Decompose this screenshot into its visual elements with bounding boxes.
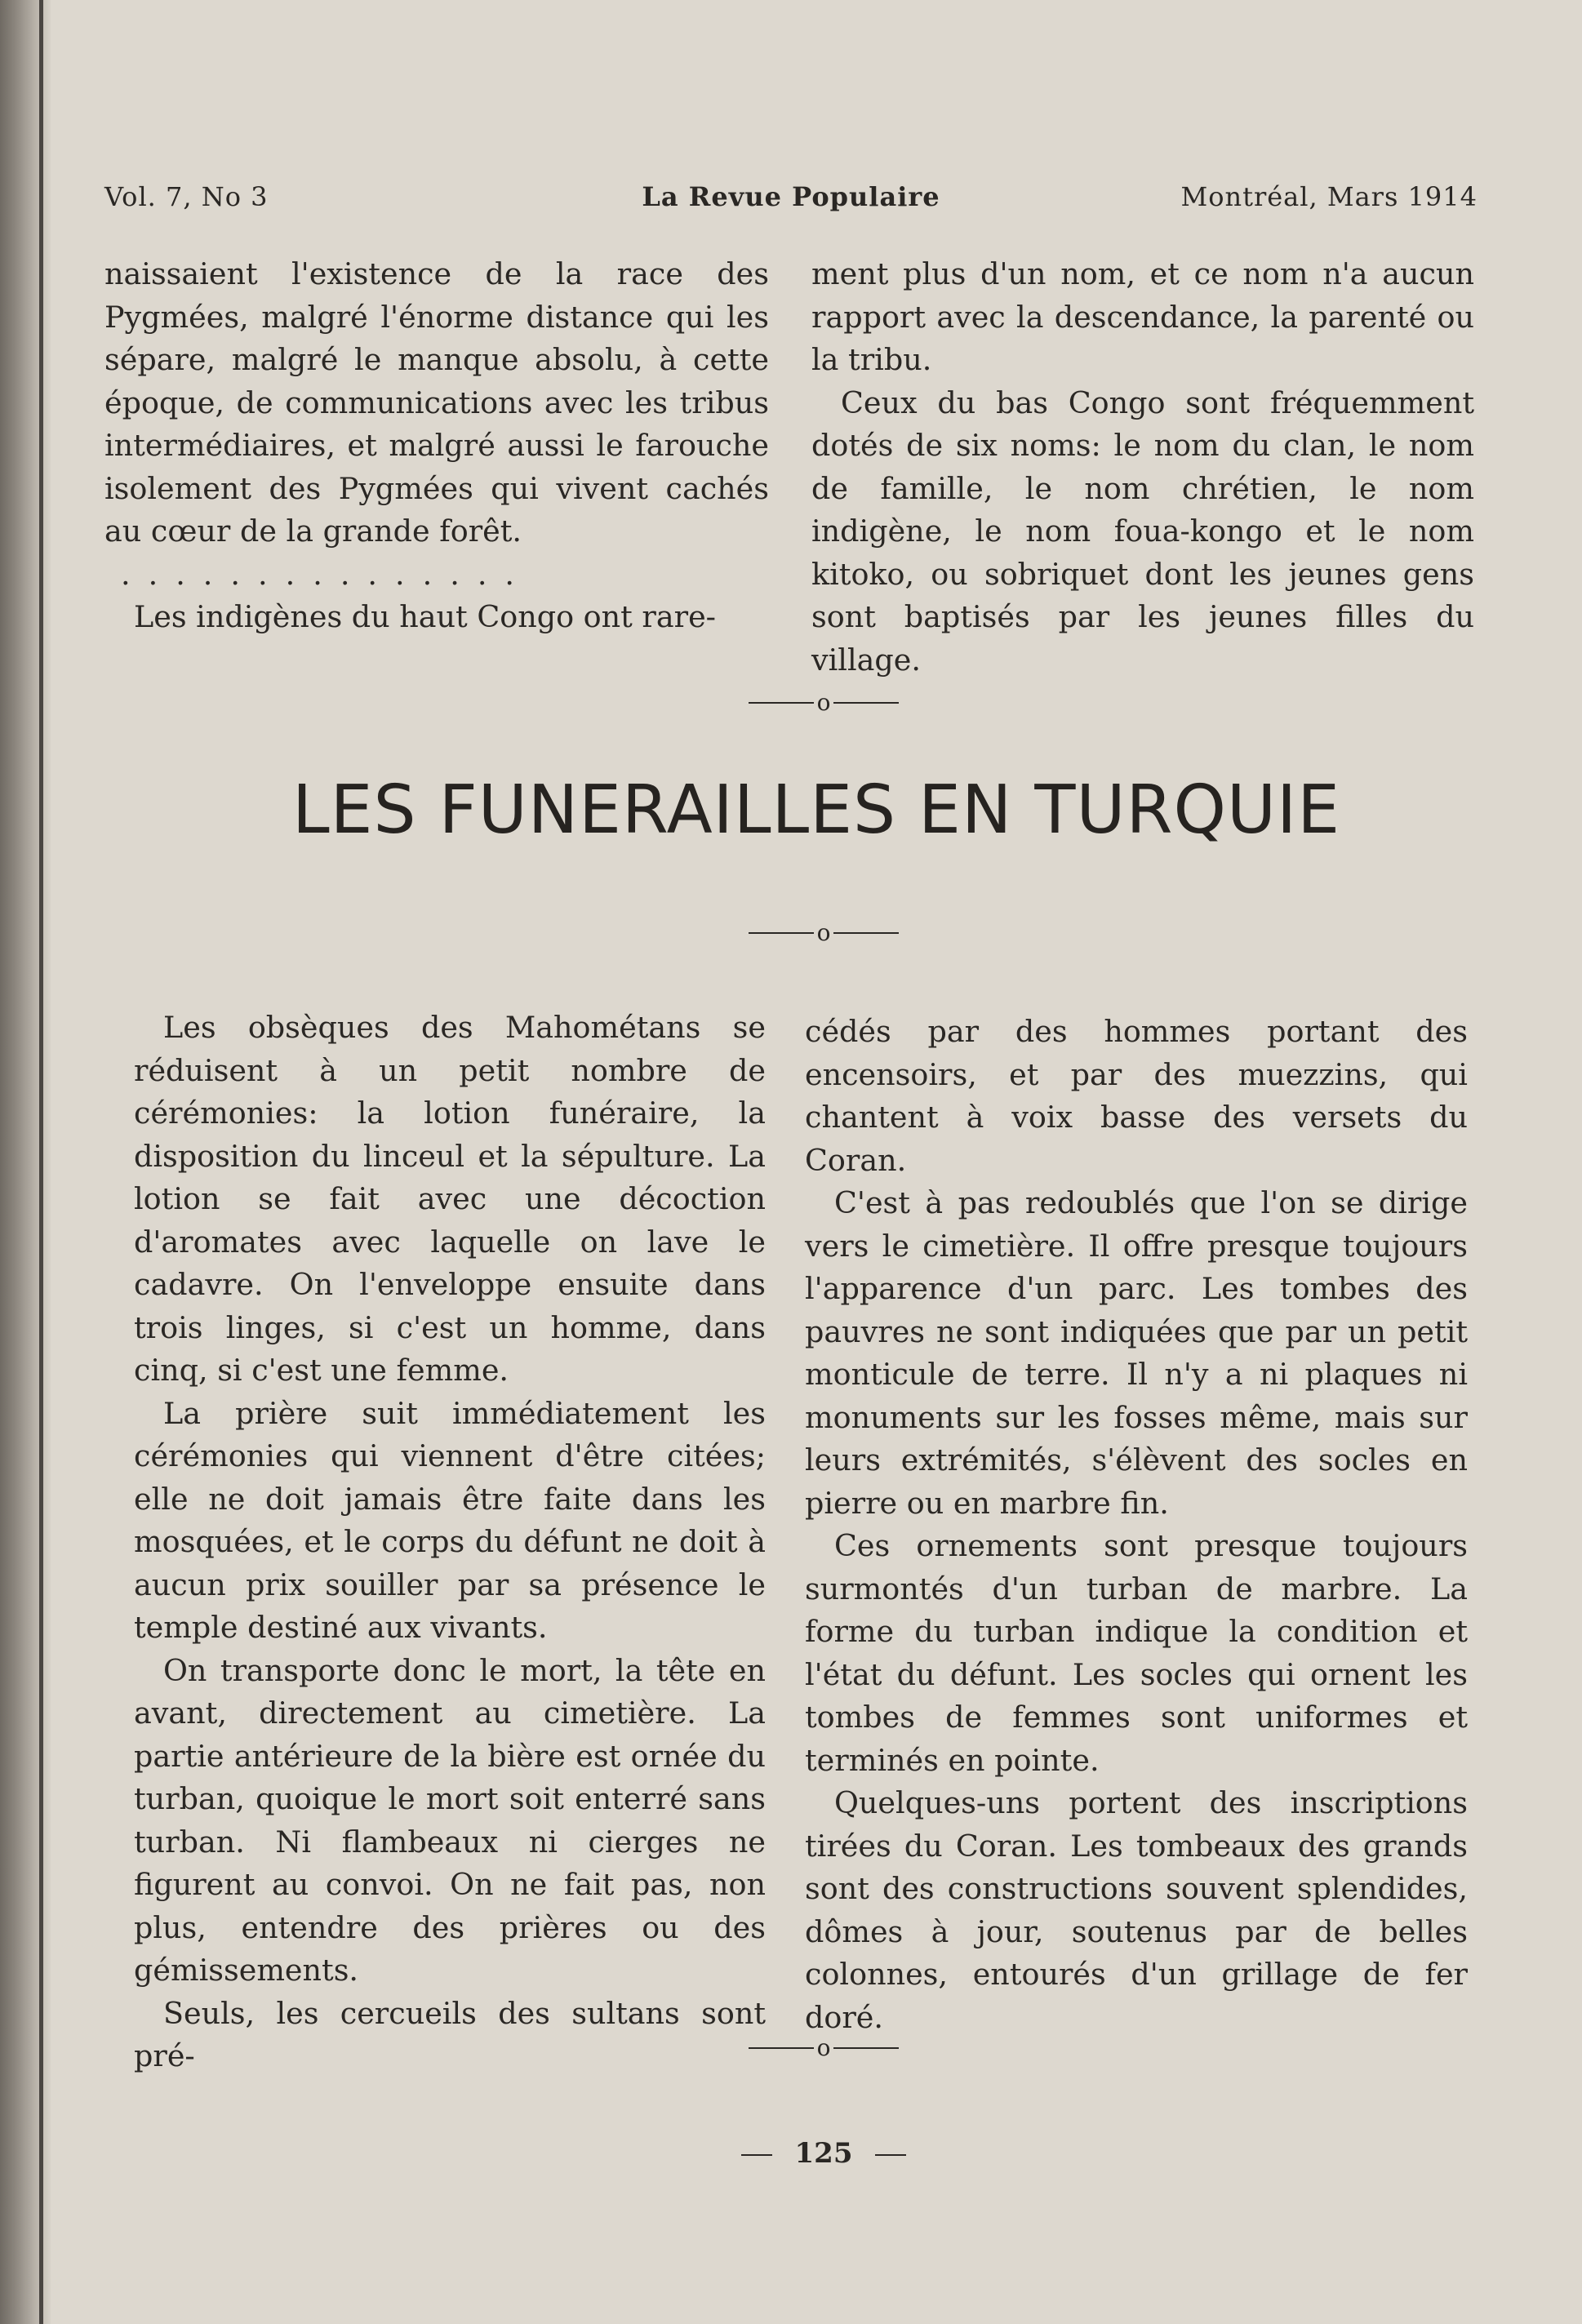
paragraph: Quelques-uns portent des inscriptions tirées du Coran. Les tombeaux des grands sont des constructions souvent splendides, dômes à jour, soutenus par de belles colonnes, entourés d'un grillage de fer doré. [805,1785,1468,2035]
page-number [65,2137,1582,2170]
prev-article-column-right [811,253,1474,682]
page-number-value: 125 [794,2137,853,2170]
paragraph: La prière suit immédiatement les cérémonies qui viennent d'être citées; elle ne doit jamais être faite dans les mosquées, et le corps du défunt ne doit à aucun prix souiller par sa présence le temple destiné aux vivants. [134,1395,766,1645]
volume-number: Vol. 7, No 3 [104,181,269,212]
binding-edge [39,0,43,2324]
paragraph: ment plus d'un nom, et ce nom n'a aucun rapport avec la descendance, la parenté ou la tribu. [811,256,1474,377]
paragraph: Seuls, les cercueils des sultans sont pré- [134,1995,766,2073]
paragraph: naissaient l'existence de la race des Pygmées, malgré l'énorme distance qui les sépare, malgré le manque absolu, à cette époque, de communications avec les tribus intermédiaires, et malgré aussi le farouche isolement des Pygmées qui vivent cachés au cœur de la grande forêt. [104,256,769,549]
section-separator: o [65,687,1582,716]
publication-title: La Revue Populaire [642,181,940,212]
issue-date: Montréal, Mars 1914 [1180,181,1478,212]
paragraph: On transporte donc le mort, la tête en avant, directement au cimetière. La partie antérieure de la bière est ornée du turban, quoique le mort soit enterré sans turban. Ni flambeaux ni cierges ne figurent au convoi. On ne fait pas, non plus, entendre des prières ou des gémissements. [134,1652,766,1988]
title-separator: o [65,918,1582,946]
prev-article-column-left [104,253,769,639]
article-title: LES FUNERAILLES EN TURQUIE [291,771,1341,849]
ellipsis-row: ............... [121,556,533,592]
article-column-right [805,1011,1468,2039]
paragraph: Les obsèques des Mahométans se réduisent à un petit nombre de cérémonies: la lotion funéraire, la disposition du linceul et la sépulture. La lotion se fait avec une décoction d'aromates avec laquelle on lave le cadavre. On l'enveloppe ensuite dans trois linges, si c'est un homme, dans cinq, si c'est une femme. [134,1010,766,1388]
running-header [104,181,1478,222]
paragraph: C'est à pas redoublés que l'on se dirige vers le cimetière. Il offre presque toujours l'apparence d'un parc. Les tombes des pauvres ne sont indiquées que par un petit monticule de terre. Il n'y a ni plaques ni monuments sur les fosses même, mais sur leurs extrémités, s'élèvent des socles en pierre ou en marbre fin. [805,1185,1468,1521]
article-column-left [134,1006,766,2078]
paragraph: Ceux du bas Congo sont fréquemment dotés de six noms: le nom du clan, le nom de famille, le nom chrétien, le nom indigène, le nom foua-kongo et le nom kitoko, ou sobriquet dont les jeunes gens sont baptisés par les jeunes filles du village. [811,384,1474,678]
paragraph: Ces ornements sont presque toujours surmontés d'un turban de marbre. La forme du turban indique la condition et l'état du défunt. Les socles qui ornent les tombes de femmes sont uniformes et terminés en pointe. [805,1528,1468,1778]
paragraph: Les indigènes du haut Congo ont rare- [134,599,717,634]
paragraph: cédés par des hommes portant des encensoirs, et par des muezzins, qui chantent à voix basse des versets du Coran. [805,1014,1468,1178]
end-separator: o [65,2033,1582,2061]
